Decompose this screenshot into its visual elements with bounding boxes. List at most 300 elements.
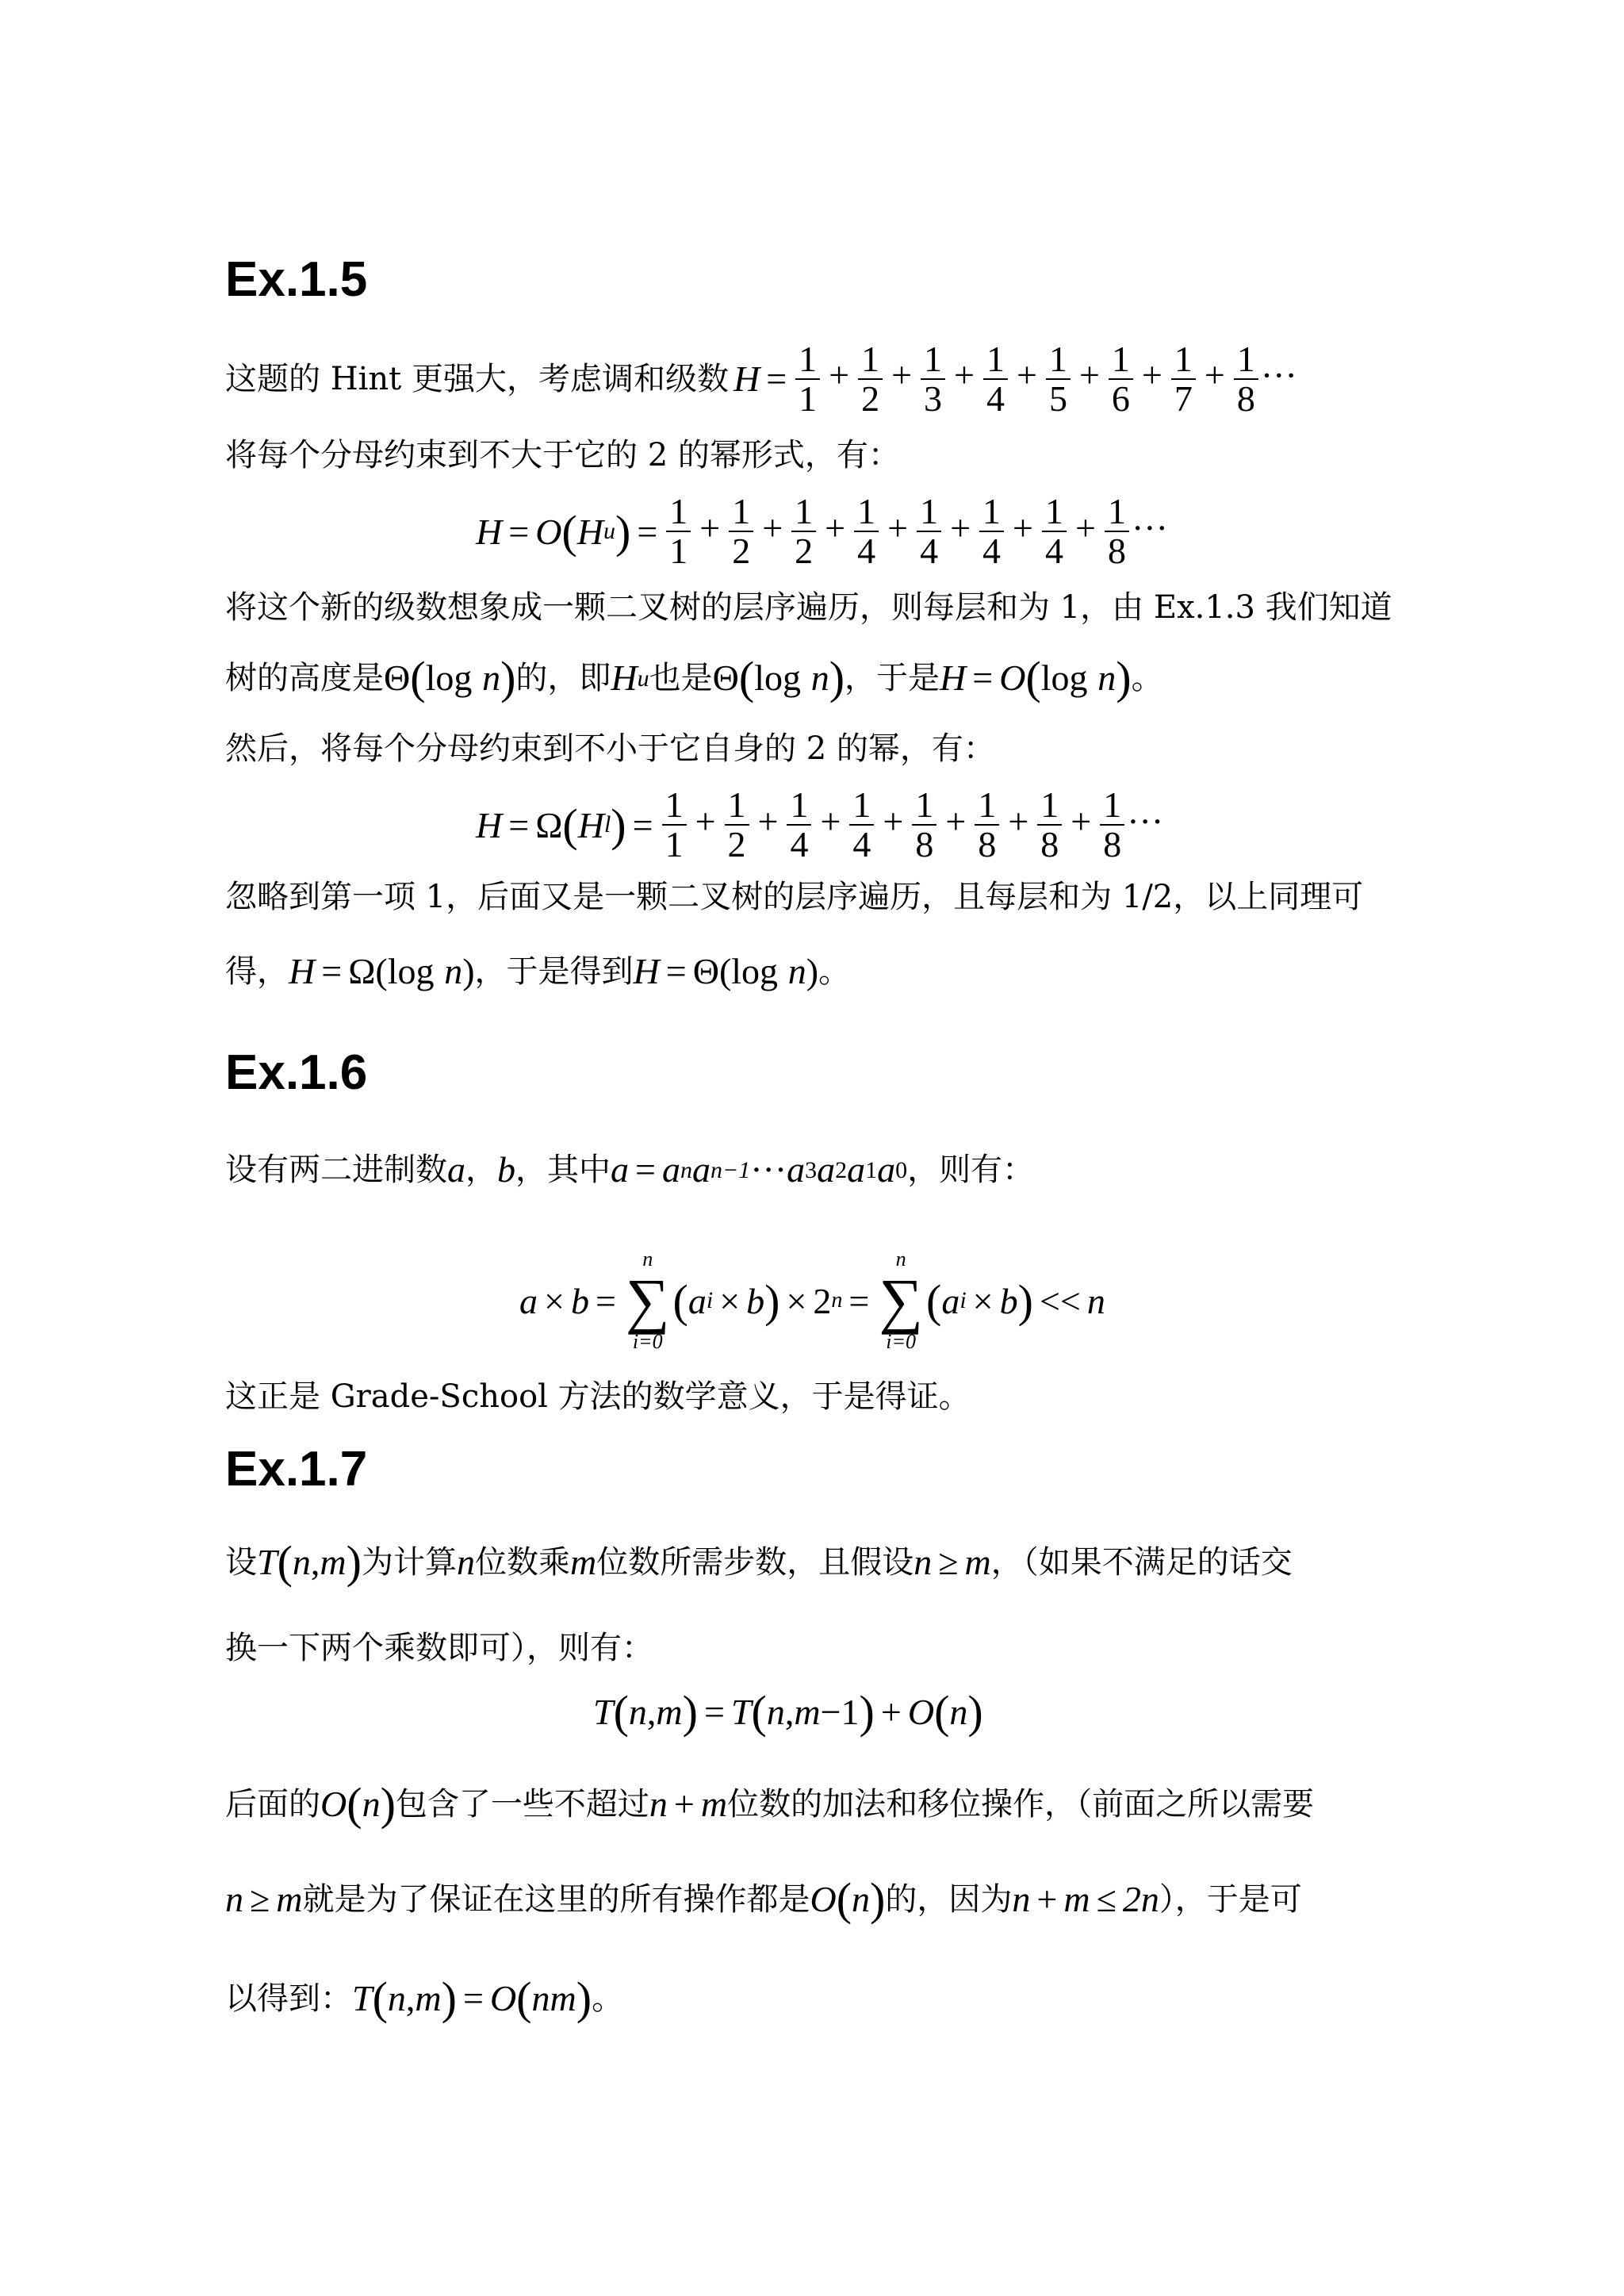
math-h: H: [940, 657, 967, 699]
paren-close: ): [611, 799, 626, 851]
math-plus: +: [1204, 355, 1225, 395]
math-m: m: [964, 1542, 991, 1583]
math-m: m: [569, 1542, 597, 1583]
math-ellipsis: ···: [750, 1149, 787, 1190]
math-plus: +: [673, 1784, 695, 1825]
math-omega: Ω: [348, 951, 376, 992]
fraction: [787, 786, 811, 864]
math-ellipsis: ···: [1131, 507, 1168, 548]
math-m: m: [1063, 1879, 1090, 1920]
math-m: m: [415, 1978, 442, 2019]
paren-close: ): [859, 1685, 875, 1738]
fraction: [912, 786, 936, 864]
paren-close: ): [380, 1778, 396, 1830]
math-plus: +: [820, 800, 841, 841]
math-eq: =: [595, 1280, 616, 1321]
ex15-text-4b: 的，即: [515, 660, 611, 696]
math-eq: =: [508, 804, 530, 845]
sigma: ∑: [625, 1266, 670, 1335]
math-plus: +: [699, 507, 721, 548]
ex15-line-4: [225, 650, 1163, 706]
fraction: [849, 786, 874, 864]
math-m: m: [794, 1691, 821, 1732]
paren-open: (: [410, 652, 426, 704]
math-log: log: [387, 951, 435, 992]
math-m: m: [550, 1978, 576, 2019]
math-a: a: [941, 1280, 960, 1321]
ex17-text-1d: 位数所需步数，且假设: [596, 1544, 914, 1581]
lower-bound-formula: [476, 777, 1163, 872]
sum-bottom: i=0: [886, 1330, 917, 1353]
paren-open: (: [751, 1685, 767, 1738]
math-plus: +: [1017, 355, 1037, 395]
math-n: n: [292, 1542, 311, 1583]
math-sub-n1: n−1: [710, 1156, 751, 1183]
paren-close: ): [576, 1972, 592, 2025]
math-sub-i: i: [706, 1287, 714, 1313]
math-t: T: [730, 1691, 752, 1732]
fraction-numerator: 1: [665, 784, 684, 825]
math-leq: ≤: [1096, 1879, 1116, 1920]
math-minus-one: −1: [820, 1691, 860, 1732]
ex15-text-2: 将每个分母约束到不大于它的 2 的幂形式，有：: [225, 437, 900, 473]
math-eq: =: [632, 804, 653, 845]
fraction: [791, 490, 816, 571]
fraction: [666, 490, 691, 571]
fraction-numerator: 1: [861, 338, 880, 379]
fraction: [795, 340, 820, 419]
fraction-denominator: 8: [912, 824, 936, 864]
fraction-numerator: 1: [1107, 490, 1126, 531]
math-plus: +: [757, 800, 779, 841]
fraction-numerator: 1: [978, 784, 997, 825]
fraction-denominator: 7: [1171, 378, 1196, 418]
math-eq: =: [321, 951, 343, 992]
ex17-line-1: 设 T ( n , m ) 为计算 n 位数乘 m 位数所需步数，且假设 n ≥ m ，（如果不满足的话交: [225, 1535, 1293, 1590]
fraction-denominator: 4: [917, 531, 941, 570]
math-m: m: [320, 1542, 347, 1583]
math-plus: +: [1008, 800, 1029, 841]
math-n: n: [1012, 1879, 1031, 1920]
ex16-text-1a: 设有两二进制数: [225, 1152, 447, 1188]
paren-open: (: [672, 1274, 688, 1327]
fraction-denominator: 5: [1046, 378, 1071, 418]
math-n: n: [766, 1691, 785, 1732]
math-plus: +: [762, 507, 783, 548]
ex17-text-4a: 就是为了保证在这里的所有操作都是: [302, 1881, 810, 1918]
math-times: ×: [972, 1280, 994, 1321]
fraction: [917, 490, 941, 571]
math-plus: +: [1071, 800, 1092, 841]
math-a: a: [688, 1280, 707, 1321]
math-o: O: [320, 1784, 347, 1825]
math-h: H: [476, 804, 503, 845]
math-eq: =: [972, 657, 994, 699]
ex17-text-1a: 设: [225, 1544, 257, 1581]
paren-close: ): [870, 1873, 886, 1926]
math-m: m: [276, 1879, 303, 1920]
fraction: [725, 786, 749, 864]
fraction-numerator: 1: [982, 490, 1002, 531]
math-plus: +: [825, 507, 846, 548]
paren-close: ): [500, 652, 516, 704]
math-a-3: a: [787, 1149, 806, 1190]
upper-bound-formula: [476, 484, 1168, 579]
math-sub-3: 3: [805, 1156, 818, 1183]
ex15-text-7b: ，于是得到: [474, 953, 634, 990]
fraction: [662, 786, 687, 864]
math-h: H: [577, 804, 604, 845]
upper-series: [664, 490, 1168, 571]
fraction: [1105, 490, 1129, 571]
math-shift: <<: [1039, 1280, 1081, 1321]
math-b: b: [497, 1149, 515, 1190]
ex17-text-3c: 位数的加法和移位操作，（前面之所以需要: [727, 1786, 1315, 1823]
math-b: b: [570, 1280, 589, 1321]
math-o: O: [810, 1879, 837, 1920]
ex15-text-4e: 。: [1131, 660, 1163, 696]
math-o: O: [907, 1691, 935, 1732]
math-ellipsis: ···: [1127, 800, 1164, 841]
fraction-numerator: 1: [986, 338, 1005, 379]
math-theta: Θ: [692, 951, 719, 992]
fraction-numerator: 1: [1044, 490, 1063, 531]
math-b: b: [999, 1280, 1018, 1321]
math-n: n: [628, 1691, 647, 1732]
math-plus: +: [880, 1691, 902, 1732]
ex17-text-4c: ），于是可: [1159, 1881, 1302, 1918]
ex15-text-7c: 。: [818, 953, 851, 990]
fraction-numerator: 1: [915, 784, 934, 825]
math-sub-n: n: [680, 1156, 692, 1183]
ex16-text-1c: ，则有：: [907, 1152, 1035, 1188]
math-log: log: [425, 657, 473, 699]
math-n: n: [444, 951, 463, 992]
fraction-denominator: 4: [787, 824, 811, 864]
multiplication-sum-formula: [519, 1237, 1105, 1364]
paren-close: ): [764, 1274, 780, 1327]
fraction: [983, 340, 1008, 419]
paren-open: (: [738, 652, 755, 704]
fraction-numerator: 1: [852, 784, 871, 825]
math-n: n: [482, 657, 501, 699]
math-a: a: [611, 1149, 629, 1190]
math-eq: =: [848, 1280, 870, 1321]
sum-top: n: [642, 1248, 653, 1271]
math-log: log: [1040, 657, 1088, 699]
math-a-n1: a: [691, 1149, 710, 1190]
paren-open: (: [277, 1536, 293, 1589]
math-plus: +: [829, 355, 850, 395]
math-two: 2: [813, 1280, 832, 1321]
paren-close: ): [682, 1685, 698, 1738]
fraction: [1037, 786, 1062, 864]
math-n: n: [1086, 1280, 1105, 1321]
math-geq: ≥: [250, 1879, 270, 1920]
math-eq: =: [508, 511, 530, 552]
math-o: O: [489, 1978, 517, 2019]
math-times: ×: [719, 1280, 741, 1321]
paren-open: (: [372, 1972, 388, 2025]
math-t: T: [352, 1978, 373, 2019]
math-eq: =: [635, 1149, 656, 1190]
paren-open: (: [562, 799, 578, 851]
fraction-numerator: 1: [799, 338, 818, 379]
paren-close: ): [441, 1972, 457, 2025]
math-theta: Θ: [712, 657, 739, 699]
paren-close: ): [829, 652, 845, 704]
math-sup-n: n: [831, 1288, 843, 1313]
math-n: n: [362, 1784, 381, 1825]
fraction-denominator: 1: [795, 378, 820, 418]
paren-open: (: [613, 1685, 629, 1738]
math-a: a: [447, 1149, 465, 1190]
math-m: m: [700, 1784, 728, 1825]
fraction-denominator: 4: [849, 824, 874, 864]
fraction-denominator: 4: [983, 378, 1008, 418]
math-log: log: [731, 951, 779, 992]
math-plus: +: [1074, 507, 1096, 548]
fraction: [1046, 340, 1071, 419]
math-theta: Θ: [384, 657, 411, 699]
math-omega: Ω: [535, 804, 563, 845]
math-times: ×: [544, 1280, 565, 1321]
fraction-denominator: 3: [921, 378, 945, 418]
fraction-denominator: 2: [858, 378, 883, 418]
fraction-numerator: 1: [920, 490, 939, 531]
fraction: [921, 340, 945, 419]
paren-close: ): [1017, 1274, 1033, 1327]
math-n: n: [649, 1784, 668, 1825]
ex15-line-7: [225, 944, 850, 999]
paren-open: (: [516, 1972, 532, 2025]
math-n: n: [225, 1879, 243, 1920]
math-two-n: 2n: [1122, 1879, 1159, 1920]
paren-open: (: [375, 951, 388, 992]
ex16-line-1: [225, 1142, 1034, 1198]
ex17-text-3b: 包含了一些不超过: [395, 1786, 649, 1823]
math-sub-i: i: [959, 1287, 967, 1313]
comma: ，: [465, 1152, 497, 1188]
fraction-denominator: 8: [1105, 531, 1129, 570]
math-n: n: [787, 951, 806, 992]
math-sub-1: 1: [865, 1156, 878, 1183]
fraction-denominator: 4: [979, 531, 1004, 570]
math-eq: =: [637, 511, 658, 552]
paren-open: (: [934, 1685, 950, 1738]
paren-open: (: [836, 1873, 852, 1926]
section-heading-ex-1-6: Ex.1.6: [225, 1045, 368, 1100]
math-plus: +: [1078, 355, 1100, 395]
fraction-denominator: 4: [854, 531, 879, 570]
math-b: b: [746, 1280, 765, 1321]
fraction-numerator: 1: [1174, 338, 1193, 379]
ex17-text-2: 换一下两个乘数即可），则有：: [225, 1630, 653, 1666]
paren-open: (: [925, 1274, 942, 1327]
fraction-numerator: 1: [790, 784, 809, 825]
recurrence-formula: T ( n , m ) = T ( n , m −1 ) + O ( n ): [593, 1685, 983, 1738]
fraction-denominator: 1: [666, 531, 691, 570]
ex17-line-4: [225, 1872, 1302, 1927]
math-plus: +: [950, 507, 971, 548]
ex17-text-1b: 为计算: [361, 1544, 457, 1581]
sum-bottom: i=0: [632, 1330, 663, 1353]
math-t: T: [257, 1542, 278, 1583]
fraction-denominator: 2: [729, 531, 753, 570]
math-plus: +: [954, 355, 975, 395]
math-o: O: [999, 657, 1026, 699]
math-n: n: [456, 1542, 475, 1583]
lower-series: [660, 786, 1164, 864]
math-eq: =: [462, 1978, 484, 2019]
paren-close: ): [967, 1685, 983, 1738]
paren-open: (: [347, 1778, 362, 1830]
math-n: n: [949, 1691, 968, 1732]
fraction: [729, 490, 753, 571]
ex17-text-4b: 的，因为: [885, 1881, 1013, 1918]
fraction-numerator: 1: [1111, 338, 1130, 379]
fraction: [1042, 490, 1067, 571]
math-times: ×: [786, 1280, 807, 1321]
ex17-text-1e: ，（如果不满足的话交: [990, 1544, 1293, 1581]
paren-open: (: [1025, 652, 1041, 704]
math-eq: =: [703, 1691, 725, 1732]
fraction: [975, 786, 999, 864]
ex15-text-3: 将这个新的级数想象成一颗二叉树的层序遍历，则每层和为 1，由 Ex.1.3 我们知道: [225, 589, 1392, 626]
fraction-denominator: 2: [791, 531, 816, 570]
math-plus: +: [887, 507, 909, 548]
ex17-line-3: [225, 1777, 1314, 1832]
section-heading-ex-1-7: Ex.1.7: [225, 1442, 368, 1497]
math-h: H: [633, 951, 660, 992]
ex16-text-2: 这正是 Grade-School 方法的数学意义，于是得证。: [225, 1378, 971, 1415]
paren-open: (: [718, 951, 732, 992]
math-sub-2: 2: [835, 1156, 848, 1183]
math-geq: ≥: [938, 1542, 959, 1583]
fraction: [979, 490, 1004, 571]
ex15-text-5: 然后，将每个分母约束到不小于它自身的 2 的幂，有：: [225, 730, 995, 767]
math-n: n: [852, 1879, 871, 1920]
fraction-denominator: 8: [1234, 378, 1258, 418]
math-plus: +: [1141, 355, 1162, 395]
paren-close: ): [615, 505, 631, 558]
math-plus: +: [883, 800, 904, 841]
math-plus: +: [891, 355, 913, 395]
sum-symbol: [879, 1249, 923, 1352]
fraction: [854, 490, 879, 571]
math-sub-0: 0: [895, 1156, 908, 1183]
math-log: log: [754, 657, 801, 699]
fraction-numerator: 1: [669, 490, 688, 531]
math-h: H: [611, 657, 638, 699]
math-a-n: a: [661, 1149, 680, 1190]
math-o: O: [535, 511, 562, 552]
ex17-line-5: 以得到： T ( n , m ) = O ( n m ) 。: [225, 1971, 623, 2026]
math-plus: +: [1013, 507, 1033, 548]
math-sub-u: u: [637, 665, 649, 692]
fraction-numerator: 1: [1236, 338, 1255, 379]
math-eq: =: [665, 951, 687, 992]
fraction-numerator: 1: [732, 490, 751, 531]
ex17-text-3a: 后面的: [225, 1786, 320, 1823]
math-m: m: [656, 1691, 683, 1732]
fraction-numerator: 1: [727, 784, 746, 825]
math-n: n: [810, 657, 829, 699]
fraction: [1100, 786, 1124, 864]
math-h: H: [576, 511, 603, 552]
fraction: [1234, 340, 1258, 419]
math-n: n: [1097, 657, 1116, 699]
fraction: [1109, 340, 1133, 419]
fraction-numerator: 1: [1048, 338, 1067, 379]
math-sub-l: l: [603, 811, 611, 838]
math-n: n: [531, 1978, 550, 2019]
harmonic-series: [793, 340, 1297, 419]
math-a-1: a: [847, 1149, 866, 1190]
fraction-numerator: 1: [795, 490, 814, 531]
ex15-text-1: 这题的 Hint 更强大，考虑调和级数: [225, 361, 729, 397]
math-plus: +: [945, 800, 967, 841]
sigma: ∑: [879, 1266, 923, 1335]
ex15-text-7a: 得，: [225, 953, 289, 990]
fraction-denominator: 4: [1042, 531, 1067, 570]
math-h: H: [289, 951, 316, 992]
math-eq: =: [766, 358, 787, 400]
ex15-text-4c: 也是: [649, 660, 713, 696]
math-plus: +: [695, 800, 716, 841]
fraction-numerator: 1: [924, 338, 943, 379]
math-n: n: [914, 1542, 933, 1583]
ex17-text-5a: 以得到：: [225, 1980, 352, 2017]
fraction-denominator: 6: [1109, 378, 1133, 418]
fraction-denominator: 1: [662, 824, 687, 864]
math-a-0: a: [877, 1149, 896, 1190]
fraction: [858, 340, 883, 419]
fraction-denominator: 2: [725, 824, 749, 864]
ex15-text-4a: 树的高度是: [225, 660, 384, 696]
paren-open: (: [561, 505, 577, 558]
fraction: [1171, 340, 1196, 419]
sum-symbol: [626, 1249, 670, 1352]
math-sub-u: u: [603, 518, 615, 544]
fraction-numerator: 1: [1103, 784, 1122, 825]
math-h: H: [476, 511, 503, 552]
ex15-harmonic-line: [225, 332, 1297, 427]
paren-close: ): [806, 951, 819, 992]
math-plus: +: [1036, 1879, 1058, 1920]
paren-close: ): [462, 951, 475, 992]
math-ellipsis: ···: [1260, 355, 1297, 395]
paren-close: ): [1116, 652, 1132, 704]
fraction-denominator: 8: [1100, 824, 1124, 864]
math-h: H: [733, 358, 760, 400]
section-heading-ex-1-5: Ex.1.5: [225, 252, 368, 307]
fraction-numerator: 1: [1040, 784, 1059, 825]
ex15-text-6: 忽略到第一项 1，后面又是一颗二叉树的层序遍历，且每层和为 1/2，以上同理可: [225, 879, 1364, 915]
sum-top: n: [895, 1248, 906, 1271]
math-a: a: [519, 1280, 538, 1321]
math-n: n: [387, 1978, 406, 2019]
fraction-denominator: 8: [975, 824, 999, 864]
ex16-text-1b: ，其中: [515, 1152, 611, 1188]
math-a-2: a: [817, 1149, 836, 1190]
math-t: T: [593, 1691, 614, 1732]
fraction-numerator: 1: [857, 490, 876, 531]
ex15-text-4d: ，于是: [845, 660, 940, 696]
ex17-text-1c: 位数乘: [474, 1544, 570, 1581]
fraction-denominator: 8: [1037, 824, 1062, 864]
paren-close: ): [346, 1536, 362, 1589]
